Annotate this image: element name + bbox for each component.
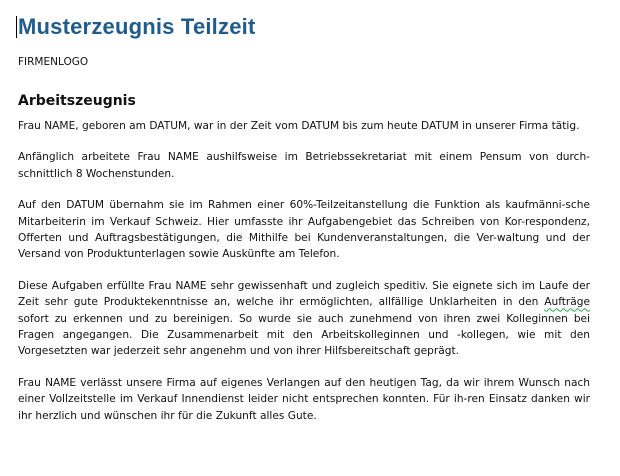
paragraph-text: Frau NAME verlässt unsere Firma auf eigenes Verlangen auf den heutigen Tag, da wir ihrem Wunsch nach einer Vollzeitstelle im Verkauf Innendienst leider nicht entsprechen konnten. Für ih-ren Einsatz danken wir ihr herzlich und wünschen ihr für die Zukunft alles Gute. [18, 376, 590, 422]
paragraph-text: Frau NAME, geboren am DATUM, war in der Zeit vom DATUM bis zum heute DATUM in unserer Firma tätig. [18, 120, 580, 132]
document-title[interactable]: Musterzeugnis Teilzeit [18, 14, 256, 39]
paragraph-text: sofort zu erkennen und zu bereinigen. So wurde sie auch zunehmend von ihren zwei Kolleginnen bei Fragen angegangen. Die Zusammenarbeit mit den Arbeitskolleginnen und -kollegen, wie mit den Vorgesetzten war jederzeit sehr angenehm und von ihrer Hilfsbereitschaft geprägt. [18, 312, 590, 358]
section-heading[interactable]: Arbeitszeugnis [18, 93, 136, 109]
paragraph-text: Diese Aufgaben erfüllte Frau NAME sehr gewissenhaft und zugleich speditiv. Sie eignete sich im Laufe der Zeit sehr gute Produktekenntnisse an, welche ihr ermöglichten, allfällige Unklarheiten in den [18, 279, 590, 309]
paragraph-duties[interactable] [18, 197, 590, 263]
paragraph-text: Auf den DATUM übernahm sie im Rahmen einer 60%-Teilzeitanstellung die Funktion als kaufmänni-sche Mitarbeiterin im Verkauf Schweiz. Hier umfasste ihr Aufgabengebiet das Schreiben von Kor-respondenz, Offerten und Auftragsbestätigungen, die Mithilfe bei Kundenveranstaltungen, die Ver-waltung und der Versand von Produktunterlagen sowie Auskünfte am Telefon. [18, 199, 590, 261]
company-logo-placeholder[interactable]: FIRMENLOGO [18, 56, 89, 68]
spellcheck-marked-word[interactable]: Aufträge [544, 296, 590, 309]
paragraph-intro[interactable] [18, 118, 590, 134]
paragraph-initial-role[interactable] [18, 149, 590, 182]
paragraph-closing[interactable] [18, 375, 590, 424]
text-cursor [16, 16, 17, 38]
paragraph-performance[interactable] [18, 278, 590, 360]
paragraph-text: Anfänglich arbeitete Frau NAME aushilfsweise im Betriebssekretariat mit einem Pensum von durch-schnittlich 8 Wochenstunden. [18, 151, 590, 180]
document-body [18, 118, 590, 439]
